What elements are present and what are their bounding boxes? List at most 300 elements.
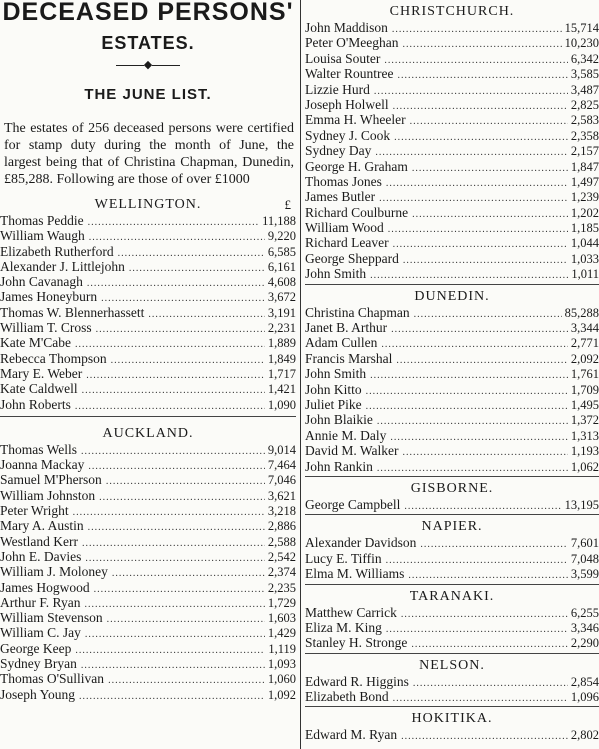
leader-dots (403, 445, 568, 460)
leader-dots (393, 99, 568, 114)
estate-name: Lizzie Hurd (305, 81, 370, 97)
estate-name: Joanna Mackay (0, 457, 85, 473)
estate-name: Kate Caldwell (0, 381, 78, 397)
estate-row (0, 366, 296, 381)
estate-row (305, 412, 599, 427)
estate-row (0, 518, 296, 533)
leader-dots (403, 37, 562, 52)
estate-row (305, 351, 599, 366)
estate-name: Juliet Pike (305, 396, 362, 412)
estate-value: 85,288 (564, 305, 599, 320)
estate-row (305, 305, 599, 320)
estate-row (305, 535, 599, 550)
estate-section (0, 425, 296, 702)
leader-dots (99, 490, 265, 505)
section-heading (305, 588, 599, 605)
estate-name: Sydney Bryan (0, 656, 77, 672)
section-rule (305, 514, 599, 515)
leader-dots (79, 689, 265, 704)
estate-value: 2,358 (570, 128, 599, 143)
leader-dots (148, 307, 265, 322)
list-title: THE JUNE LIST. (84, 86, 212, 103)
estate-name: Adam Cullen (305, 335, 378, 351)
leader-dots (386, 176, 568, 191)
estate-row (305, 620, 599, 635)
estate-value: 3,346 (570, 620, 599, 635)
estate-section (305, 657, 599, 705)
estate-value: 1,239 (570, 190, 599, 205)
estate-row (305, 66, 599, 81)
estate-name: Alexander J. Littlejohn (0, 258, 125, 274)
estate-row (0, 289, 296, 304)
estate-row (305, 443, 599, 458)
estate-value: 7,046 (267, 473, 296, 488)
section-name: NELSON. (419, 657, 485, 673)
column-divider (300, 0, 301, 749)
estate-row (305, 428, 599, 443)
ornament-divider: ◆ (0, 58, 296, 72)
estate-row (0, 335, 296, 350)
estate-name: James Hogwood (0, 579, 90, 595)
leader-dots (391, 322, 568, 337)
leader-dots (412, 161, 568, 176)
estate-name: Mary A. Austin (0, 518, 84, 534)
estate-value: 1,495 (570, 397, 599, 412)
leader-dots (377, 461, 568, 476)
estate-row (305, 112, 599, 127)
estate-row (0, 503, 296, 518)
estate-value: 1,889 (267, 336, 296, 351)
estate-value: 1,847 (570, 159, 599, 174)
estate-section (0, 196, 296, 412)
leader-dots (412, 207, 568, 222)
leader-dots (86, 368, 265, 383)
estate-value: 3,344 (570, 321, 599, 336)
estate-value: 6,342 (570, 51, 599, 66)
leader-dots (392, 22, 562, 37)
leader-dots (390, 430, 568, 445)
estate-value: 3,218 (267, 504, 296, 519)
estate-value: 2,825 (570, 97, 599, 112)
estate-value: 7,464 (267, 458, 296, 473)
leader-dots (398, 68, 568, 83)
estate-name: William J. Moloney (0, 564, 108, 580)
estate-name: William Wood (305, 220, 384, 236)
estate-name: John Maddison (305, 20, 388, 35)
estate-name: Matthew Carrick (305, 604, 397, 620)
section-heading (305, 288, 599, 305)
estate-value: 9,014 (267, 442, 296, 457)
estate-value: 3,599 (570, 567, 599, 582)
section-heading (305, 710, 599, 727)
estate-name: Thomas O'Sullivan (0, 671, 105, 687)
section-name: DUNEDIN. (414, 288, 490, 304)
section-rule (305, 476, 599, 477)
estate-name: Walter Rountree (305, 66, 394, 82)
estate-row (0, 274, 296, 289)
section-heading (305, 480, 599, 497)
leader-dots (408, 568, 568, 583)
estate-value: 2,588 (267, 534, 296, 549)
estate-row (0, 625, 296, 640)
estate-value: 1,849 (267, 351, 296, 366)
estate-name: William Stevenson (0, 610, 103, 626)
leader-dots (87, 276, 265, 291)
subhead: ESTATES. (101, 33, 195, 53)
section-name: WELLINGTON. (94, 197, 202, 212)
estate-name: Emma H. Wheeler (305, 112, 406, 128)
estate-value: 3,672 (267, 290, 296, 305)
estate-value: 1,062 (570, 459, 599, 474)
estate-row (305, 205, 599, 220)
estate-value: 1,193 (570, 444, 599, 459)
leader-dots (411, 637, 568, 652)
estate-value: 1,090 (267, 397, 296, 412)
estate-name: John Smith (305, 366, 367, 382)
estate-value: 2,771 (570, 336, 599, 351)
estate-row (305, 128, 599, 143)
leader-dots (414, 307, 562, 322)
estate-value: 1,421 (267, 382, 296, 397)
estate-value: 1,033 (570, 251, 599, 266)
estate-row (0, 381, 296, 396)
estate-value: 1,096 (570, 690, 599, 705)
section-rule (305, 653, 599, 654)
section-heading (0, 196, 296, 213)
estate-section (305, 480, 599, 512)
estate-name: John Kitto (305, 381, 362, 397)
estate-row (305, 566, 599, 581)
estate-name: Stanley H. Stronge (305, 635, 408, 651)
estate-row (0, 244, 296, 259)
estate-value: 15,714 (564, 21, 599, 35)
estate-name: John Blaikie (305, 412, 373, 428)
estate-name: John E. Davies (0, 548, 82, 564)
estate-name: Mary E. Weber (0, 365, 83, 381)
leader-dots (420, 537, 568, 552)
estate-name: Annie M. Daly (305, 427, 387, 443)
estate-value: 2,542 (267, 549, 296, 564)
estate-name: Peter Wright (0, 503, 69, 519)
estate-value: 6,161 (267, 259, 296, 274)
section-name: CHRISTCHURCH. (389, 4, 515, 19)
estate-row (305, 320, 599, 335)
estate-value: 1,429 (267, 626, 296, 641)
estate-value: 1,761 (570, 367, 599, 382)
left-sections (0, 196, 296, 702)
estate-value: 3,585 (570, 67, 599, 82)
estate-value: 1,497 (570, 174, 599, 189)
estate-row (305, 674, 599, 689)
leader-dots (96, 322, 265, 337)
estate-name: Joseph Holwell (305, 96, 389, 112)
estate-value: 1,119 (268, 641, 296, 656)
estate-row (0, 305, 296, 320)
estate-row (305, 220, 599, 235)
estate-row (305, 497, 599, 512)
currency-header: £ (284, 197, 292, 212)
section-rule (305, 584, 599, 585)
estate-name: Edward M. Ryan (305, 727, 398, 743)
estate-value: 2,290 (570, 636, 599, 651)
estate-name: Elizabeth Rutherford (0, 243, 114, 259)
estate-value: 1,729 (267, 595, 296, 610)
leader-dots (107, 612, 265, 627)
leader-dots (82, 536, 265, 551)
estate-value: 3,191 (267, 305, 296, 320)
estate-row (0, 656, 296, 671)
estate-value: 1,603 (267, 611, 296, 626)
estate-name: Louisa Souter (305, 50, 381, 66)
estate-value: 2,231 (267, 321, 296, 336)
estate-value: 2,157 (570, 144, 599, 159)
estate-row (305, 189, 599, 204)
estate-row (0, 472, 296, 487)
estate-name: Samuel M'Pherson (0, 472, 102, 488)
headline: DECEASED PERSONS' (2, 0, 294, 26)
section-heading (305, 518, 599, 535)
estate-row (0, 671, 296, 686)
estate-section (305, 288, 599, 474)
leader-dots (401, 729, 568, 744)
leader-dots (85, 627, 265, 642)
estate-row (0, 320, 296, 335)
leader-dots (88, 459, 265, 474)
estate-name: Kate M'Cabe (0, 335, 72, 351)
estate-row (305, 159, 599, 174)
estate-row (305, 551, 599, 566)
leader-dots (370, 268, 568, 283)
estate-name: Peter O'Meeghan (305, 35, 399, 51)
estate-name: John Rankin (305, 458, 373, 474)
leader-dots (82, 383, 265, 398)
estate-name: Thomas Peddie (0, 213, 84, 228)
estate-name: John Cavanagh (0, 274, 83, 290)
section-heading (0, 425, 296, 442)
estate-row (0, 228, 296, 243)
leader-dots (404, 499, 561, 514)
estate-name: William Waugh (0, 228, 85, 244)
estate-value: 1,060 (267, 672, 296, 687)
leader-dots (81, 658, 265, 673)
estate-row (305, 382, 599, 397)
estate-name: Janet B. Arthur (305, 320, 388, 336)
estate-row (0, 687, 296, 702)
leader-dots (410, 114, 568, 129)
estate-name: Elma M. Williams (305, 566, 405, 582)
leader-dots (75, 399, 265, 414)
section-name: NAPIER. (421, 519, 483, 535)
estate-row (305, 143, 599, 158)
estate-row (0, 641, 296, 656)
leader-dots (88, 215, 259, 230)
estate-row (0, 259, 296, 274)
leader-dots (386, 553, 568, 568)
section-name: HOKITIKA. (411, 711, 493, 727)
estate-value: 1,202 (570, 205, 599, 220)
estate-name: William T. Cross (0, 320, 92, 336)
estate-row (0, 534, 296, 549)
estate-value: 1,717 (267, 366, 296, 381)
estate-name: Sydney Day (305, 143, 372, 159)
estate-row (0, 213, 296, 228)
leader-dots (396, 353, 568, 368)
estate-section (305, 710, 599, 742)
estate-row (305, 635, 599, 650)
estate-value: 2,092 (570, 351, 599, 366)
section-name: AUCKLAND. (102, 425, 194, 441)
leader-dots (85, 551, 265, 566)
leader-dots (88, 520, 265, 535)
estate-name: Lucy E. Tiffin (305, 550, 382, 566)
leader-dots (81, 444, 265, 459)
estate-row (305, 35, 599, 50)
estate-name: George Campbell (305, 496, 401, 512)
estate-value: 3,621 (267, 488, 296, 503)
leader-dots (108, 673, 265, 688)
estate-row (0, 580, 296, 595)
estate-row (305, 605, 599, 620)
estate-row (305, 366, 599, 381)
section-rule (305, 706, 599, 707)
leader-dots (384, 53, 568, 68)
estate-row (305, 459, 599, 474)
estate-name: Rebecca Thompson (0, 350, 107, 366)
leader-dots (129, 261, 265, 276)
estate-name: James Honeyburn (0, 289, 98, 305)
estate-value: 1,372 (570, 413, 599, 428)
right-sections (305, 3, 599, 743)
estate-value: 7,048 (570, 551, 599, 566)
estate-name: George Sheppard (305, 250, 399, 266)
estate-value: 1,044 (570, 236, 599, 251)
estate-name: Joseph Young (0, 686, 76, 702)
estate-value: 10,230 (564, 36, 599, 51)
estate-row (305, 251, 599, 266)
estate-row (0, 351, 296, 366)
leader-dots (386, 622, 568, 637)
leader-dots (381, 337, 568, 352)
section-heading (305, 3, 599, 20)
estate-row (305, 51, 599, 66)
estate-row (305, 20, 599, 35)
intro-paragraph: The estates of 256 deceased persons were certified for stamp duty during the month of June, the largest being that of Christina Chapman, Dunedin, £85,288. Following are those of over £1000 (4, 121, 294, 187)
estate-value: 2,854 (570, 674, 599, 689)
estate-name: William C. Jay (0, 625, 81, 641)
leader-dots (374, 84, 568, 99)
estate-name: Edward R. Higgins (305, 673, 409, 689)
estate-row (305, 97, 599, 112)
estate-value: 1,093 (267, 657, 296, 672)
estate-row (0, 610, 296, 625)
estate-row (305, 397, 599, 412)
section-rule (0, 416, 296, 417)
estate-name: John Smith (305, 266, 367, 282)
estate-value: 1,011 (571, 267, 599, 282)
estate-name: Eliza M. King (305, 619, 382, 635)
estate-value: 3,487 (570, 82, 599, 97)
leader-dots (73, 505, 265, 520)
estate-name: Thomas Jones (305, 173, 382, 189)
estate-value: 4,608 (267, 275, 296, 290)
estate-value: 1,709 (570, 382, 599, 397)
estate-name: Arthur F. Ryan (0, 594, 81, 610)
estate-name: William Johnston (0, 487, 96, 503)
estate-name: John Roberts (0, 396, 71, 412)
estate-name: Francis Marshal (305, 350, 393, 366)
estate-row (0, 549, 296, 564)
estate-name: George Keep (0, 640, 72, 656)
section-rule (305, 284, 599, 285)
leader-dots (388, 222, 568, 237)
leader-dots (401, 607, 568, 622)
estate-name: Alexander Davidson (305, 535, 417, 551)
estate-section (305, 588, 599, 651)
estate-row (305, 727, 599, 742)
estate-row (0, 564, 296, 579)
estate-name: David M. Walker (305, 443, 399, 459)
leader-dots (394, 130, 568, 145)
leader-dots (75, 643, 265, 658)
leader-dots (413, 676, 568, 691)
left-column (0, 0, 296, 702)
estate-value: 1,092 (267, 687, 296, 702)
leader-dots (366, 384, 568, 399)
estate-name: Thomas Wells (0, 441, 78, 457)
estate-value: 6,255 (570, 605, 599, 620)
estate-name: Richard Coulburne (305, 204, 409, 220)
estate-row (305, 235, 599, 250)
leader-dots (366, 399, 568, 414)
estate-row (305, 266, 599, 281)
leader-dots (403, 253, 568, 268)
estate-name: Thomas W. Blennerhassett (0, 304, 145, 320)
leader-dots (94, 582, 265, 597)
section-name: GISBORNE. (410, 480, 494, 496)
leader-dots (393, 691, 568, 706)
estate-section (305, 3, 599, 282)
leader-dots (393, 237, 568, 252)
estate-name: Christina Chapman (305, 304, 410, 320)
estate-value: 11,188 (262, 214, 296, 228)
estate-value: 6,585 (267, 244, 296, 259)
estate-value: 1,313 (570, 428, 599, 443)
leader-dots (118, 246, 265, 261)
leader-dots (112, 566, 265, 581)
estate-row (0, 457, 296, 472)
leader-dots (377, 414, 568, 429)
estate-row (0, 397, 296, 412)
section-heading (305, 657, 599, 674)
estate-name: Westland Kerr (0, 533, 79, 549)
estate-value: 2,374 (267, 565, 296, 580)
leader-dots (111, 353, 265, 368)
estate-name: Elizabeth Bond (305, 689, 389, 705)
estate-name: Richard Leaver (305, 235, 389, 251)
estate-value: 2,802 (570, 728, 599, 743)
estate-row (0, 595, 296, 610)
leader-dots (106, 474, 265, 489)
estate-value: 2,235 (267, 580, 296, 595)
estate-name: James Butler (305, 189, 376, 205)
estate-row (305, 82, 599, 97)
estate-name: Sydney J. Cook (305, 127, 391, 143)
estate-row (305, 174, 599, 189)
estate-value: 1,185 (570, 221, 599, 236)
estate-value: 2,583 (570, 113, 599, 128)
estate-value: 13,195 (564, 497, 599, 512)
right-column (305, 0, 599, 743)
